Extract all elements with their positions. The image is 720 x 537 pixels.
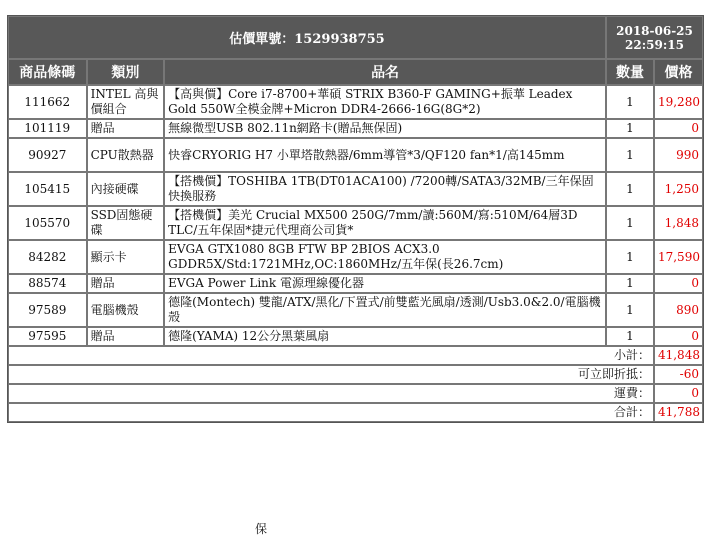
category-cell: 贈品 (87, 274, 165, 293)
quantity-cell: 1 (606, 85, 654, 119)
product-name-cell: EVGA Power Link 電源理線優化器 (164, 274, 606, 293)
shipping-label: 運費： (8, 384, 654, 403)
quantity-cell: 1 (606, 206, 654, 240)
price-cell: 0 (654, 119, 703, 138)
quantity-cell: 1 (606, 327, 654, 346)
quantity-cell: 1 (606, 138, 654, 172)
table-row (8, 274, 703, 293)
category-cell: INTEL 高與價組合 (87, 85, 165, 119)
product-id-cell: 97595 (8, 327, 87, 346)
category-cell: 顯示卡 (87, 240, 165, 274)
quote-table (7, 15, 704, 423)
table-row (8, 206, 703, 240)
subtotal-label: 小計： (8, 346, 654, 365)
category-cell: SSD固態硬碟 (87, 206, 165, 240)
price-cell: 19,280 (654, 85, 703, 119)
product-name-cell: 無線微型USB 802.11n網路卡(贈品無保固) (164, 119, 606, 138)
quote-header-row (8, 16, 703, 59)
category-cell: CPU散熱器 (87, 138, 165, 172)
quote-date: 2018-06-25 (616, 23, 693, 38)
product-id-cell: 97589 (8, 293, 87, 327)
table-row (8, 172, 703, 206)
quantity-cell: 1 (606, 172, 654, 206)
product-name-cell: 【搭機價】美光 Crucial MX500 250G/7mm/讀:560M/寫:510M/64層3D TLC/五年保固*捷元代理商公司貨* (164, 206, 606, 240)
category-cell: 電腦機殼 (87, 293, 165, 327)
price-cell: 0 (654, 327, 703, 346)
category-cell: 贈品 (87, 327, 165, 346)
product-name-cell: 【搭機價】TOSHIBA 1TB(DT01ACA100) /7200轉/SATA3/32MB/三年保固快換服務 (164, 172, 606, 206)
total-value: 41,788 (654, 403, 703, 422)
quantity-cell: 1 (606, 119, 654, 138)
product-id-cell: 88574 (8, 274, 87, 293)
product-id-cell: 105570 (8, 206, 87, 240)
category-cell: 內接硬碟 (87, 172, 165, 206)
footer-text: 保 (255, 522, 268, 536)
discount-row (8, 365, 703, 384)
quote-datetime (606, 16, 703, 59)
price-cell: 890 (654, 293, 703, 327)
total-label: 合計： (8, 403, 654, 422)
product-id-cell: 90927 (8, 138, 87, 172)
column-header-row (8, 59, 703, 85)
product-id-cell: 105415 (8, 172, 87, 206)
total-row (8, 403, 703, 422)
quantity-cell: 1 (606, 274, 654, 293)
table-row (8, 327, 703, 346)
col-id: 商品條碼 (8, 59, 87, 85)
col-name: 品名 (164, 59, 606, 85)
product-name-cell: 【高與價】Core i7-8700+華碩 STRIX B360-F GAMING+振華 Leadex Gold 550W全模金牌+Micron DDR4-2666-16G(8G*2) (164, 85, 606, 119)
subtotal-value: 41,848 (654, 346, 703, 365)
discount-value: -60 (654, 365, 703, 384)
table-row (8, 240, 703, 274)
item-rows (8, 85, 703, 346)
price-cell: 990 (654, 138, 703, 172)
quantity-cell: 1 (606, 240, 654, 274)
category-cell: 贈品 (87, 119, 165, 138)
col-qty: 數量 (606, 59, 654, 85)
subtotal-row (8, 346, 703, 365)
col-category: 類別 (87, 59, 165, 85)
table-row (8, 119, 703, 138)
price-cell: 0 (654, 274, 703, 293)
product-id-cell: 101119 (8, 119, 87, 138)
shipping-row (8, 384, 703, 403)
table-row (8, 85, 703, 119)
shipping-value: 0 (654, 384, 703, 403)
price-cell: 17,590 (654, 240, 703, 274)
discount-label: 可立即折抵： (8, 365, 654, 384)
quantity-cell: 1 (606, 293, 654, 327)
price-cell: 1,848 (654, 206, 703, 240)
product-id-cell: 111662 (8, 85, 87, 119)
price-cell: 1,250 (654, 172, 703, 206)
product-name-cell: 德隆(YAMA) 12公分黑葉風扇 (164, 327, 606, 346)
product-name-cell: 快睿CRYORIG H7 小單塔散熱器/6mm導管*3/QF120 fan*1/高145mm (164, 138, 606, 172)
product-name-cell: EVGA GTX1080 8GB FTW BP 2BIOS ACX3.0 GDDR5X/Std:1721MHz,OC:1860MHz/五年保(長26.7cm) (164, 240, 606, 274)
quote-number: 估價單號：1529938755 (8, 16, 606, 59)
product-id-cell: 84282 (8, 240, 87, 274)
quote-time: 22:59:15 (625, 37, 684, 52)
product-name-cell: 德隆(Montech) 雙龍/ATX/黑化/下置式/前雙藍光風扇/透測/Usb3.0&2.0/電腦機殼 (164, 293, 606, 327)
table-row (8, 138, 703, 172)
col-price: 價格 (654, 59, 703, 85)
table-row (8, 293, 703, 327)
